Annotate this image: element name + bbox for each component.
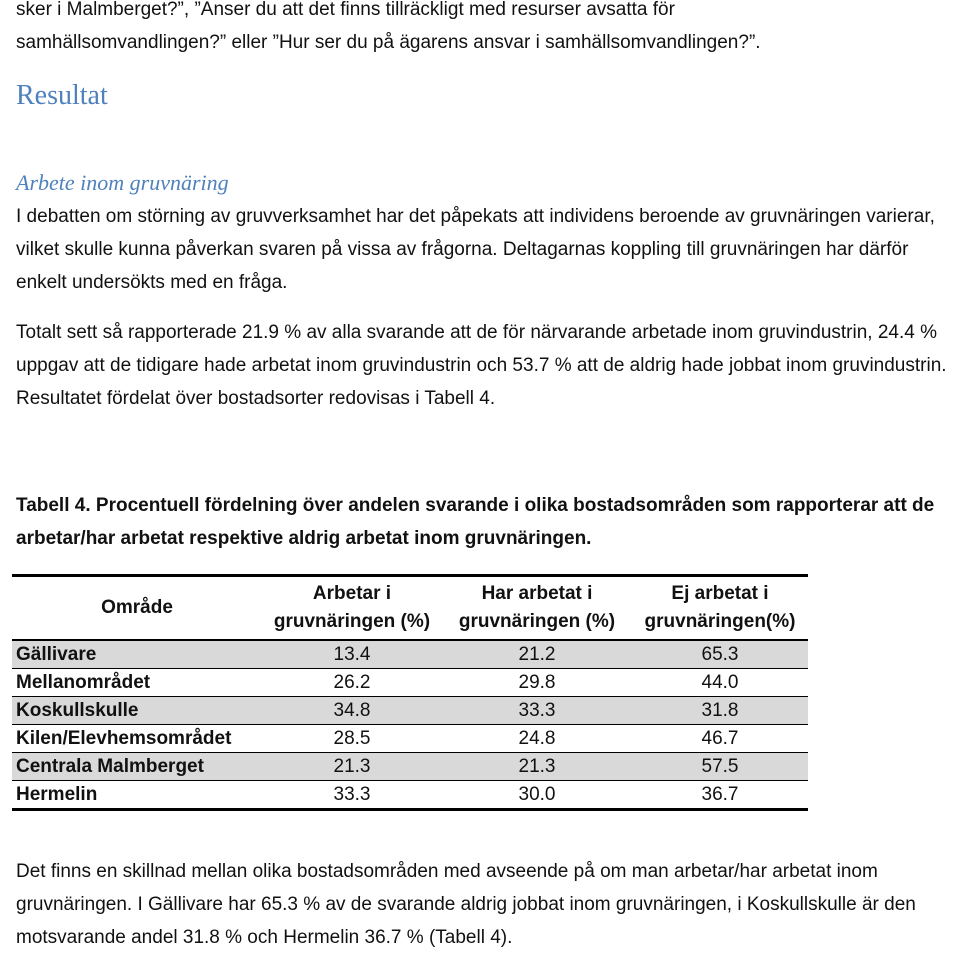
header-never-line2: gruvnäringen(%) <box>644 611 796 632</box>
header-worked <box>442 576 632 641</box>
header-worked-line2: gruvnäringen (%) <box>458 611 616 632</box>
table-row <box>12 669 808 697</box>
cell-worked: 21.2 <box>518 644 556 665</box>
section-heading: Resultat <box>16 80 108 111</box>
cell-area: Kilen/Elevhemsområdet <box>16 728 232 749</box>
header-worked-line1: Har arbetat i <box>481 583 593 604</box>
cell-area: Mellanområdet <box>16 672 151 693</box>
cell-worked: 21.3 <box>518 756 556 777</box>
paragraph-intro: I debatten om störning av gruvverksamhet har det påpekats att individens beroende av gruvnäringen varierar, vilket skulle kunna påverkan svaren på vissa av frågorna. Deltagarnas koppling till gruvnäringen har därför enkelt undersökts med en fråga. <box>16 206 935 293</box>
intro-line-1: sker i Malmberget?”, ”Anser du att det finns tillräckligt med resurser avsatta för <box>16 0 675 20</box>
cell-worked: 24.8 <box>518 728 556 749</box>
table-row <box>12 781 808 810</box>
cell-worked: 29.8 <box>518 672 556 693</box>
intro-line-2: samhällsomvandlingen?” eller ”Hur ser du på ägarens ansvar i samhällsomvandlingen?”. <box>16 32 761 53</box>
table-header-row <box>12 576 808 641</box>
cell-area: Centrala Malmberget <box>16 756 204 777</box>
table-row <box>12 725 808 753</box>
cell-area: Hermelin <box>16 784 98 805</box>
header-working-line1: Arbetar i <box>312 583 392 604</box>
cell-worked: 30.0 <box>518 784 556 805</box>
table-caption: Tabell 4. Procentuell fördelning över andelen svarande i olika bostadsområden som rapporterar att de arbetar/har arbetat respektive aldrig arbetat inom gruvnäringen. <box>16 495 935 549</box>
cell-worked: 33.3 <box>518 700 556 721</box>
subsection-heading: Arbete inom gruvnäring <box>16 170 229 195</box>
header-never <box>632 576 808 641</box>
paragraph-summary: Totalt sett så rapporterade 21.9 % av alla svarande att de för närvarande arbetade inom gruvindustrin, 24.4 % uppgav att de tidigare hade arbetat inom gruvindustrin och 53.7 % att de aldrig hade jobbat inom gruvindustrin. Resultatet fördelat över bostadsorter redovisas i Tabell 4. <box>16 322 947 409</box>
cell-working: 13.4 <box>333 644 371 665</box>
cell-never: 46.7 <box>701 728 739 749</box>
cell-never: 65.3 <box>701 644 739 665</box>
cell-working: 26.2 <box>333 672 371 693</box>
results-table <box>12 574 808 811</box>
cell-area: Gällivare <box>16 644 97 665</box>
table-row <box>12 753 808 781</box>
cell-working: 33.3 <box>333 784 371 805</box>
paragraph-closing: Det finns en skillnad mellan olika bostadsområden med avseende på om man arbetar/har arbetat inom gruvnäringen. I Gällivare har 65.3 % av de svarande aldrig jobbat inom gruvnäringen, i Koskullskulle är den motsvarande andel 31.8 % och Hermelin 36.7 % (Tabell 4). <box>16 861 916 948</box>
cell-never: 44.0 <box>701 672 739 693</box>
cell-area: Koskullskulle <box>16 700 139 721</box>
cell-never: 57.5 <box>701 756 739 777</box>
cell-never: 36.7 <box>701 784 739 805</box>
cell-never: 31.8 <box>701 700 739 721</box>
header-area: Område <box>101 597 173 618</box>
table-row <box>12 697 808 725</box>
cell-working: 28.5 <box>333 728 371 749</box>
intro-text <box>16 0 956 59</box>
header-working <box>262 576 442 641</box>
header-never-line1: Ej arbetat i <box>671 583 769 604</box>
header-working-line2: gruvnäringen (%) <box>273 611 431 632</box>
table-row <box>12 640 808 669</box>
cell-working: 34.8 <box>333 700 371 721</box>
cell-working: 21.3 <box>333 756 371 777</box>
